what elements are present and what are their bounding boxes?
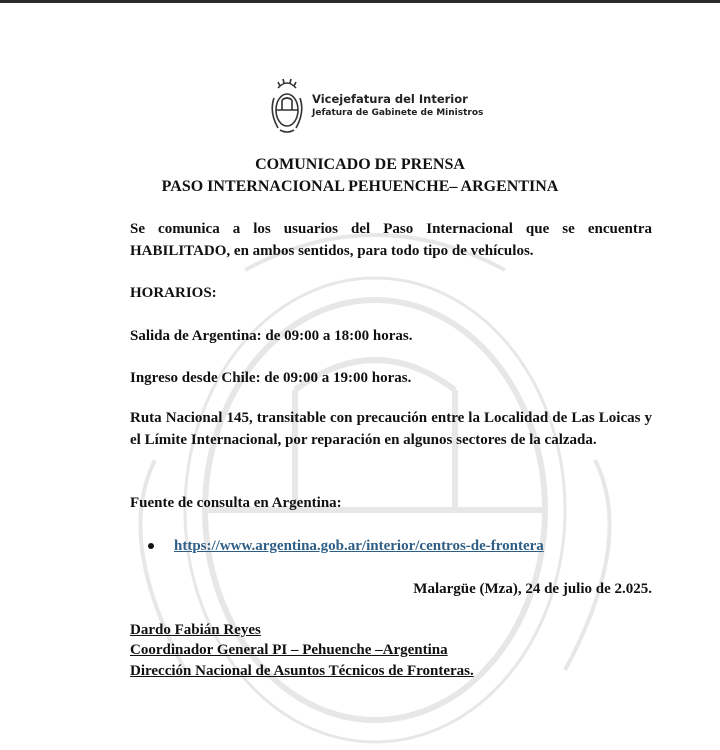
signatory-name: Dardo Fabián Reyes — [130, 622, 261, 638]
horarios-heading: HORARIOS: — [130, 285, 217, 301]
org-main: Vicejefatura del Interior — [312, 92, 468, 106]
bullet-icon — [148, 543, 154, 549]
date-line: Malargüe (Mza), 24 de julio de 2.025. — [413, 581, 652, 597]
ingreso-line: Ingreso desde Chile: de 09:00 a 19:00 horas. — [130, 370, 412, 386]
document-title: COMUNICADO DE PRENSA — [255, 156, 465, 173]
signatory-department: Dirección Nacional de Asuntos Técnicos de Fronteras. — [130, 663, 474, 679]
consulta-link[interactable]: https://www.argentina.gob.ar/interior/centros-de-frontera — [174, 538, 544, 554]
fuente-heading: Fuente de consulta en Argentina: — [130, 495, 342, 511]
coat-of-arms-icon — [268, 76, 306, 136]
intro-paragraph: Se comunica a los usuarios del Paso Internacional que se encuentra HABILITADO, en ambos sentidos, para todo tipo de vehículos. — [130, 221, 652, 259]
document-subtitle: PASO INTERNACIONAL PEHUENCHE– ARGENTINA — [161, 178, 559, 195]
salida-line: Salida de Argentina: de 09:00 a 18:00 horas. — [130, 328, 413, 344]
link-list-item — [148, 535, 544, 557]
letterhead — [268, 76, 483, 136]
top-border — [0, 0, 720, 3]
org-sub: Jefatura de Gabinete de Ministros — [312, 108, 484, 118]
ruta-paragraph: Ruta Nacional 145, transitable con precaución entre la Localidad de Las Loicas y el Límite Internacional, por reparación en algunos sectores de la calzada. — [130, 410, 652, 448]
signatory-role: Coordinador General PI – Pehuenche –Argentina — [130, 642, 448, 658]
